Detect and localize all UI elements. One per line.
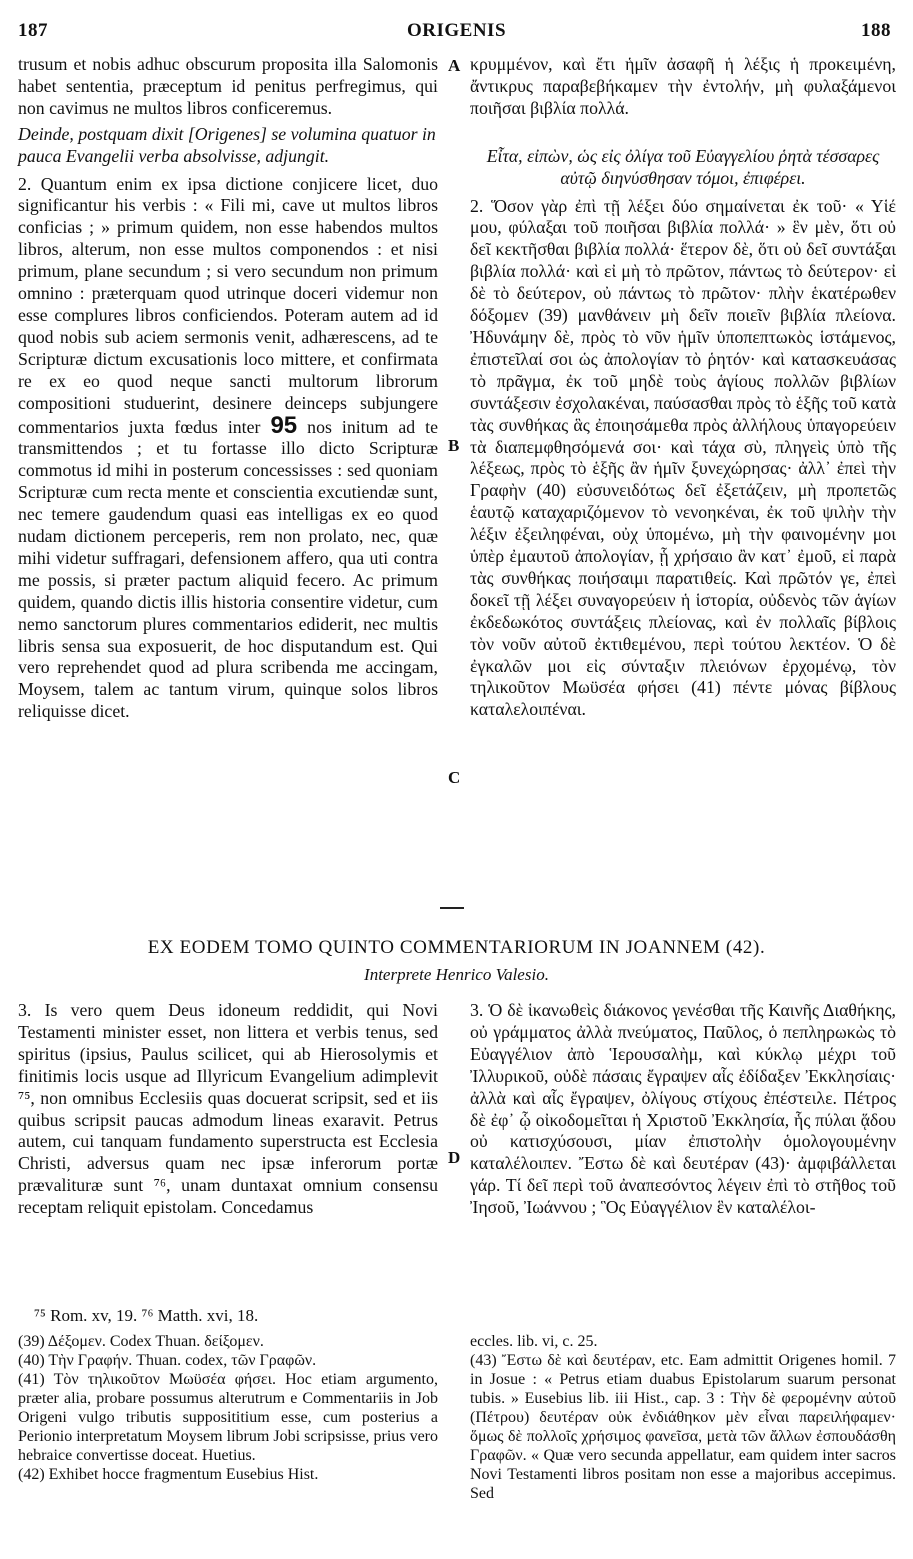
greek-column-bottom xyxy=(470,1000,896,1219)
latin-paragraph-2 xyxy=(18,174,438,724)
section-divider xyxy=(440,907,464,909)
latin-column-top xyxy=(18,54,438,723)
footnote: eccles. lib. vi, c. 25. xyxy=(470,1333,598,1350)
greek-paragraph-2: 2. Ὅσον γὰρ ἐπὶ τῇ λέξει δύο σημαίνεται ἐκ τοῦ· « Υἱέ μου, φύλαξαι τοῦ ποιῆσαι βιβλία πολλά· » ἓν μὲν, ὅτι οὐ δεῖ κεκτῆσθαι βιβλία πολλά· ἕτερον δὲ, ὅτι οὐ δεῖ συντάξαι βιβλία πολλά· καὶ εἰ μὴ τὸ πρῶτον, πάντως τὸ δεύτερον· εἰ δὲ τὸ δεύτερον, οὐ πάντως τὸ πρῶτον· πλὴν ἑκατέρωθεν δόξομεν (39) μανθάνειν μὴ δεῖν ποιεῖν βιβλία πλείονα. Ἠδυνάμην δὲ, πρὸς τὸ νῦν ἡμῖν ὑποπεπτωκὸς ἱστάμενος, ἐπιστεῖλαί σοι ὡς ἀπολογίαν τὸ ῥητόν· καὶ κατασκευάσας τὸ πρᾶγμα, ἐκ τοῦ μηδὲ τοὺς ἁγίους πολλῶν βιβλίων συντάξεσιν ἐσχολακέναι, παύσασθαι πρὸς τὸ ἑξῆς τοῦ κατὰ τὰς συνθήκας ἃς ἐποιησάμεθα πρὸς ἀλλήλους ὑπαγορεύειν τὰ διαπεμφθησόμενά σοι· καὶ τάχα σὺ, πληγεὶς ὑπὸ τῆς λέξεως, πρὸς τὸ ἑξῆς ἂν ἡμῖν ξυνεχώρησας· ἀλλ᾽ ἐπεὶ τὴν Γραφὴν (40) εὐσυνειδότως δεῖ ἐξετάζειν, μὴ προπετῶς ἑαυτῷ καταχαριζόμενον τὸ νενοηκέναι, ἐκ τοῦ ψιλὴν τὴν λέξιν ἐξειληφέναι, οὐχ ὑπομένω, μὴ τὴν φαινομένην μοι ὑπὲρ ἐμαυτοῦ ἀπολογίαν, ᾗ χρήσαιο ἂν κατ᾽ ἐμοῦ, εἰ παρὰ τὰς συνθήκας ποιήσαιμι παρατιθείς. Καὶ πρῶτόν γε, ἐπεὶ δοκεῖ τῇ λέξει συναγορεύειν ἡ ἱστορία, οὐδενὸς τῶν ἁγίων ἐκδεδωκότος συντάξεις πλείονας, καὶ ἐν πολλαῖς βίβλοις τὸν νοῦν αὐτοῦ ἐκτιθεμένου, περὶ τούτου λεκτέον. Ὁ δὲ ἐγκαλῶν μοι εἰς σύνταξιν πλειόνων ἐρχομένῳ, τὸν τηλικοῦτον Μωϋσέα φήσει (41) πέντε μόνας βίβλους καταλελοιπέναι. xyxy=(470,195,896,720)
footnote: (43) Ἔστω δὲ καὶ δευτέραν, etc. Eam admittit Origenes homil. 7 in Josue : « Petrus etiam duabus Epistolarum suarum personat tubis. » Eusebius lib. iii Hist., cap. 3 : Τὴν δὲ φερομένην αὐτοῦ (Πέτρου) δευτέραν οὐκ ἐνδιάθηκον μὲν εἶναι παρειλήφαμεν· ὅμως δὲ πολλοῖς χρήσιμος φανεῖσα, μετὰ τῶν ἄλλων ἐσπουδάσθη Γραφῶν. « Quæ vero secunda appellatur, eam quidem inter sacros Novi Testamenti libros positam non esse a majoribus accepimus. Sed xyxy=(470,1352,896,1502)
running-header xyxy=(0,20,913,46)
latin-paragraph-2-b: nos initum ad te transmittendos ; et tu fortasse illo dicto Scripturæ commotus id mihi in posterum concessisses : sed quoniam Scripturæ cum recta mente et conscientia excutiendæ sunt, nec temere gaudendum quasi eas intelligas ex eo quod nudam dictionem perceperis, rem non prolato, nec, quæ mihi videtur suffragari, defensionem affero, qua uti contra me possis, si præter pactum aliquid fecero. Ac primum quidem, quando dictis illis historia consentire videtur, cum nemo sanctorum plures commentarios ediderit, nec multis libris sensa sua exposuerit, de hoc disputandum est. Qui vero reprehendet quod ad plura scribenda me accingam, Moysem, talem ac tantum virum, quinque solos libros reliquisse dicet. xyxy=(18,416,438,722)
footnote: (39) Δέξομεν. Codex Thuan. δείξομεν. xyxy=(18,1333,264,1350)
margin-mark-d: D xyxy=(448,1148,461,1167)
greek-intro: Εἶτα, εἰπὼν, ὡς εἰς ὀλίγα τοῦ Εὐαγγελίου ῥητὰ τέσσαρες αὐτῷ διηνύσθησαν τόμοι, ἐπιφέρει. xyxy=(486,145,880,188)
scripture-references: ⁷⁵ Rom. xv, 19. ⁷⁶ Matth. xvi, 18. xyxy=(34,1306,259,1325)
greek-paragraph-3: 3. Ὁ δὲ ἱκανωθεὶς διάκονος γενέσθαι τῆς Καινῆς Διαθήκης, οὐ γράμματος ἀλλὰ πνεύματος, Παῦλος, ὁ πεπληρωκὼς τὸ Εὐαγγέλιον ἀπὸ Ἱερουσαλὴμ, καὶ κύκλῳ μέχρι τοῦ Ἰλλυρικοῦ, οὐδὲ πάσαις ἔγραψεν αἷς ἐδίδαξεν Ἐκκλησίαις· ἀλλὰ καὶ αἷς ἔγραψεν, ὀλίγους στίχους ἐπέστειλε. Πέτρος δὲ ἐφ᾽ ᾧ οἰκοδομεῖται ἡ Χριστοῦ Ἐκκλησία, ἧς πύλαι ᾅδου οὐ κατισχύσουσι, μίαν ἐπιστολὴν ὁμολογουμένην καταλέλοιπεν. Ἔστω δὲ καὶ δευτέραν (43)· ἀμφιβάλλεται γάρ. Τί δεῖ περὶ τοῦ ἀναπεσόντος λέγειν ἐπὶ τὸ στῆθος τοῦ Ἰησοῦ, Ἰωάννου ; Ὃς Εὐαγγέλιον ἓν καταλέλοι- xyxy=(470,1000,896,1218)
section-subtitle: Interprete Henrico Valesio. xyxy=(364,965,549,984)
latin-column-bottom xyxy=(18,1000,438,1219)
latin-paragraph-1: trusum et nobis adhuc obscurum proposita illa Salomonis habet sententia, præceptum id penitus perfregimus, qui non cavimus ne multos libros conficeremus. xyxy=(18,54,438,118)
margin-mark-c: C xyxy=(448,768,461,787)
latin-paragraph-3: 3. Is vero quem Deus idoneum reddidit, qui Novi Testamenti minister esset, non littera et verbis tenus, sed spiritus (ipsius, Paulus scilicet, qui ab Hierosolymis et finitimis locis usque ad Illyricum Evangelium adimplevit ⁷⁵, non omnibus Ecclesiis quas docuerat scripsit, sed et iis quibus scripsit paucas admodum lineas exaravit. Petrus autem, cui tanquam fundamento superstructa est Ecclesia Christi, adversus quam nec ipsæ inferorum portæ prævalituræ sunt ⁷⁶, unam duntaxat omnium consensu receptam reliquit epistolam. Concedamus xyxy=(18,1000,438,1218)
latin-intro: Deinde, postquam dixit [Origenes] se volumina quatuor in pauca Evangelii verba absolvisse, adjungit. xyxy=(18,123,436,166)
footnote: (42) Exhibet hocce fragmentum Eusebius Hist. xyxy=(18,1466,319,1483)
right-page-number: 188 xyxy=(861,20,891,41)
footnote: (41) Τὸν τηλικοῦτον Μωϋσέα φήσει. Hoc etiam argumento, præter alia, probare possumus alterutrum e Commentariis in Job Origeni vulgo tributis supposititium esse, cum posterius a Perionio interpretatum Moysem librum Jobi scripsisse, prius vero hebraice convertisse doceat. Huetius. xyxy=(18,1371,438,1464)
footnote: (40) Τὴν Γραφήν. Thuan. codex, τῶν Γραφῶν. xyxy=(18,1352,317,1369)
greek-column-top xyxy=(470,54,896,721)
greek-paragraph-1: κρυμμένον, καὶ ἔτι ἡμῖν ἀσαφῆ ἡ λέξις ἡ προκειμένη, ἄντικρυς παραβεβήκαμεν τὴν ἐντολήν, μὴ φυλαξάμενοι ποιῆσαι βιβλία πολλά. xyxy=(470,54,896,118)
margin-mark-b: B xyxy=(448,436,460,455)
section-title: EX EODEM TOMO QUINTO COMMENTARIORUM IN JOANNEM (42). xyxy=(147,937,766,958)
column-number: 95 xyxy=(270,411,298,439)
left-page-number: 187 xyxy=(18,20,48,41)
footnotes-right xyxy=(470,1332,896,1503)
running-title: ORIGENIS xyxy=(406,20,507,41)
footnotes-left xyxy=(18,1332,438,1484)
latin-paragraph-2-a: 2. Quantum enim ex ipsa dictione conjicere licet, duo significantur his verbis : « Fili mi, cave ut multos libros conficias ; » primum quidem, non esse habendos multos libros, alterum, non esse multos componendos : et nisi primum, plane secundum ; si vero secundum non primum omnino : præterquam quod utrinque doceri videmur non esse complures libros conficiendos. Poteram autem ad id quod nobis sub aciem sermonis venit, adhærescens, ad te Scripturæ dictum excusationis loco mittere, et confirmata re ex eo quod neque sancti multorum librorum compositioni studuerint, desinere deinceps subjungere commentarios juxta fœdus inter xyxy=(18,173,438,437)
margin-mark-a: A xyxy=(448,56,461,75)
